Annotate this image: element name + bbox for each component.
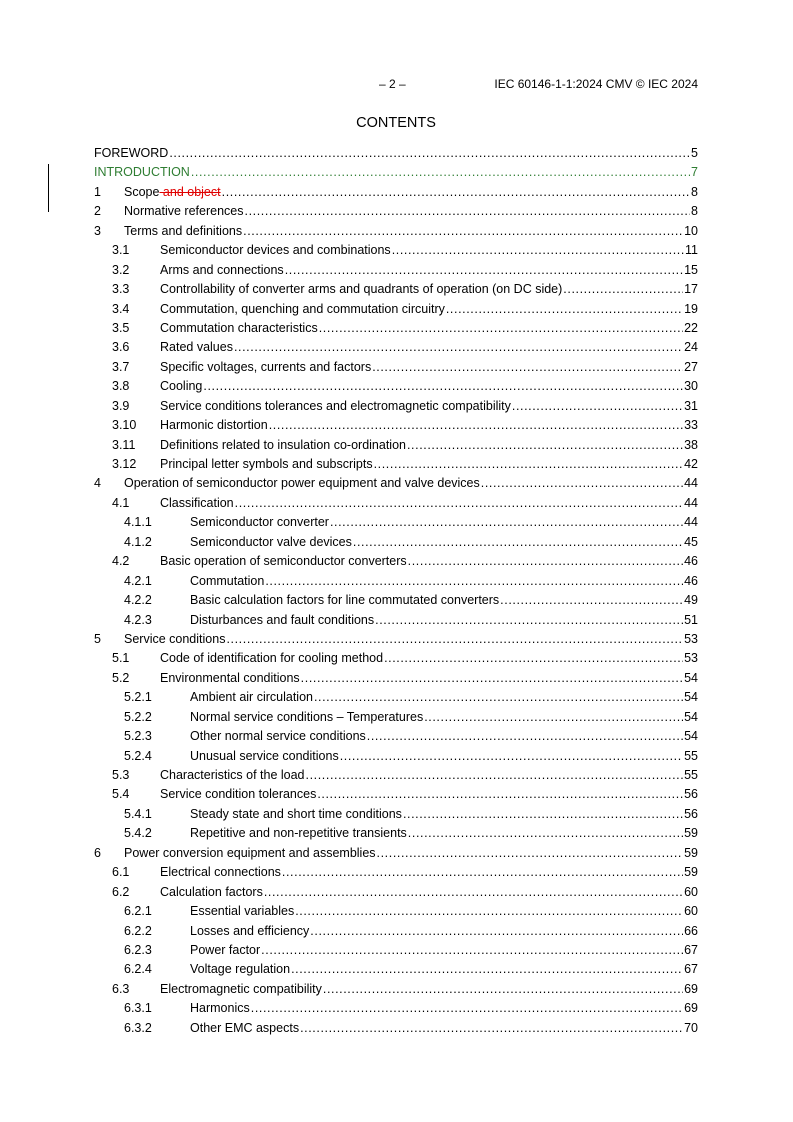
toc-entry[interactable] (94, 649, 698, 668)
toc-entry[interactable] (94, 163, 698, 182)
toc-entry-page: 38 (684, 437, 698, 452)
toc-entry[interactable] (94, 183, 698, 202)
toc-entry[interactable] (94, 980, 698, 999)
toc-entry-title (160, 416, 269, 435)
toc-entry[interactable] (94, 805, 698, 824)
toc-entry-title-text: Losses and efficiency (190, 923, 310, 938)
toc-entry-title-text: Steady state and short time conditions (190, 806, 402, 821)
toc-entry-title (160, 766, 306, 785)
toc-entry-page: 53 (684, 651, 698, 666)
toc-entry-page: 54 (684, 690, 698, 705)
toc-entry-page: 54 (684, 709, 698, 724)
dot-leader (264, 883, 683, 902)
toc-entry-number: 5.2 (112, 670, 130, 685)
toc-entry[interactable] (94, 241, 698, 260)
toc-entry-title (160, 863, 282, 882)
toc-entry-title (160, 980, 323, 999)
toc-entry[interactable] (94, 747, 698, 766)
toc-entry-number: 3.7 (112, 359, 130, 374)
dot-leader (340, 747, 683, 766)
toc-entry-page: 42 (684, 457, 698, 471)
toc-entry-title-text: Other normal service conditions (190, 729, 366, 744)
toc-entry-title-text: Calculation factors (160, 884, 263, 899)
toc-entry[interactable] (94, 922, 698, 941)
toc-entry-title (190, 513, 330, 532)
toc-entry[interactable] (94, 844, 698, 863)
toc-entry-page: 46 (684, 554, 698, 569)
toc-entry[interactable] (94, 727, 698, 746)
toc-entry-title-text: Electromagnetic compatibility (160, 981, 322, 996)
document-reference: IEC 60146-1-1:2024 CMV © IEC 2024 (494, 77, 698, 91)
toc-entry-title-text: Specific voltages, currents and factors (160, 359, 372, 374)
toc-entry-title-text: Service conditions tolerances and electromagnetic compatibility (160, 398, 511, 413)
toc-entry-number: 5.4.2 (124, 826, 152, 841)
toc-entry-number: 6.2.3 (124, 942, 152, 957)
toc-entry[interactable] (94, 824, 698, 843)
toc-entry-page: 59 (684, 845, 698, 860)
toc-entry-title-text: Classification (160, 495, 234, 510)
toc-entry-page: 67 (684, 962, 698, 977)
dot-leader (291, 960, 683, 979)
toc-entry-page: 53 (684, 631, 698, 646)
toc-entry-title-text: Power conversion equipment and assemblies (124, 845, 376, 860)
toc-entry[interactable] (94, 688, 698, 707)
toc-entry[interactable] (94, 902, 698, 921)
toc-entry-title-text: FOREWORD (94, 146, 169, 160)
toc-entry-number: 1 (94, 184, 101, 199)
toc-entry-page: 46 (684, 573, 698, 588)
toc-entry-page: 66 (684, 923, 698, 938)
dot-leader (203, 377, 683, 396)
toc-entry-title (160, 883, 264, 902)
toc-entry-title (124, 844, 377, 863)
toc-entry-number: 6.2 (112, 884, 130, 899)
toc-entry-page: 67 (684, 942, 698, 957)
toc-entry-page: 59 (684, 865, 698, 880)
toc-entry-number: 3.2 (112, 262, 130, 277)
toc-entry-page: 56 (684, 787, 698, 802)
toc-entry-page: 60 (684, 904, 698, 919)
toc-entry-page: 19 (684, 301, 698, 316)
dot-leader (285, 261, 683, 280)
toc-entry-title-text: Disturbances and fault conditions (190, 612, 375, 627)
toc-entry-number: 3.3 (112, 282, 130, 297)
toc-entry-number: 3.4 (112, 301, 130, 316)
toc-entry-title (190, 1019, 300, 1038)
dot-leader (563, 280, 683, 299)
toc-entry-title (94, 163, 191, 182)
dot-leader (512, 397, 683, 416)
toc-entry-number: 5.3 (112, 768, 130, 782)
toc-entry-title-text: Normal service conditions – Temperatures (190, 709, 424, 724)
toc-entry-title (160, 669, 301, 688)
toc-entry[interactable] (94, 941, 698, 960)
toc-entry-title (190, 747, 340, 766)
toc-entry-page: 30 (684, 379, 698, 394)
toc-entry-title-text: Semiconductor devices and combinations (160, 243, 391, 258)
toc-entry-title (124, 183, 222, 202)
toc-entry[interactable] (94, 338, 698, 357)
toc-entry-number: 5.2.4 (124, 748, 152, 763)
toc-entry-title (160, 397, 512, 416)
toc-entry-number: 5.2.3 (124, 729, 152, 744)
dot-leader (408, 552, 683, 571)
deleted-text: and object (159, 184, 221, 199)
toc-entry[interactable] (94, 377, 698, 396)
toc-entry[interactable] (94, 513, 698, 532)
dot-leader (314, 688, 683, 707)
toc-entry[interactable] (94, 960, 698, 979)
toc-entry[interactable] (94, 591, 698, 610)
dot-leader (310, 922, 683, 941)
dot-leader (251, 999, 683, 1018)
dot-leader (306, 766, 684, 785)
toc-entry-title-text: Environmental conditions (160, 670, 300, 685)
toc-entry-number: 6.2.2 (124, 923, 152, 938)
toc-entry-page: 17 (684, 282, 698, 297)
toc-entry[interactable] (94, 436, 698, 455)
dot-leader (261, 941, 683, 960)
toc-entry-title (160, 261, 285, 280)
toc-entry-number: 4.1.1 (124, 515, 152, 530)
toc-entry-title-text: Cooling (160, 379, 203, 394)
dot-leader (300, 1019, 683, 1038)
toc-entry-title (190, 805, 403, 824)
table-of-contents (94, 144, 698, 1038)
toc-entry-title (160, 785, 317, 804)
toc-entry-page: 5 (691, 146, 698, 160)
toc-entry[interactable] (94, 474, 698, 493)
toc-entry-title (190, 572, 265, 591)
toc-entry-title-text: Essential variables (190, 904, 295, 919)
toc-entry-number: 6 (94, 845, 101, 860)
toc-entry-title-text: Unusual service conditions (190, 748, 339, 763)
toc-entry-title-text: Harmonics (190, 1001, 250, 1016)
dot-leader (372, 358, 683, 377)
dot-leader (265, 572, 683, 591)
toc-entry-title (124, 474, 481, 493)
toc-entry-title (160, 649, 384, 668)
toc-entry[interactable] (94, 397, 698, 416)
toc-entry-number: 6.2.4 (124, 962, 152, 977)
toc-entry-title (190, 591, 500, 610)
toc-entry[interactable] (94, 785, 698, 804)
toc-entry-title (190, 688, 314, 707)
page-header (94, 76, 698, 92)
toc-entry-title (124, 630, 226, 649)
toc-entry[interactable] (94, 144, 698, 163)
toc-entry-page: 54 (684, 729, 698, 744)
dot-leader (403, 805, 683, 824)
toc-entry-page: 24 (684, 340, 698, 355)
toc-entry-number: 3 (94, 223, 101, 238)
toc-entry-page: 69 (684, 981, 698, 996)
toc-entry-title-text: Ambient air circulation (190, 690, 313, 705)
toc-entry-number: 3.6 (112, 340, 130, 355)
toc-entry[interactable] (94, 358, 698, 377)
dot-leader (319, 319, 683, 338)
toc-entry-number: 3.1 (112, 243, 130, 258)
toc-entry-title-text: Normative references (124, 204, 244, 219)
toc-entry[interactable] (94, 261, 698, 280)
dot-leader (295, 902, 683, 921)
dot-leader (226, 630, 683, 649)
toc-entry[interactable] (94, 999, 698, 1018)
toc-entry-title-text: Commutation, quenching and commutation circuitry (160, 301, 445, 316)
toc-entry-title-text: Characteristics of the load (160, 768, 305, 782)
toc-entry-title (160, 319, 319, 338)
toc-entry-title-text: Commutation (190, 573, 265, 588)
toc-entry-number: 4.2.2 (124, 593, 152, 608)
toc-entry-title-text: Definitions related to insulation co-ordination (160, 437, 406, 452)
toc-entry-page: 22 (684, 320, 698, 335)
dot-leader (169, 144, 690, 163)
toc-entry-title-text: INTRODUCTION (94, 165, 190, 180)
toc-entry-title (160, 455, 374, 474)
dot-leader (377, 844, 684, 863)
toc-entry-title (124, 222, 243, 241)
toc-entry-title (190, 824, 408, 843)
toc-entry-title-text: Electrical connections (160, 865, 281, 880)
dot-leader (374, 455, 684, 474)
toc-entry[interactable] (94, 416, 698, 435)
toc-entry-title (160, 552, 408, 571)
toc-entry-title (160, 338, 234, 357)
toc-entry-page: 60 (684, 884, 698, 899)
toc-entry-page: 54 (684, 670, 698, 685)
dot-leader (392, 241, 684, 260)
dot-leader (269, 416, 683, 435)
toc-entry-page: 27 (684, 359, 698, 374)
page-title: CONTENTS (356, 115, 436, 131)
toc-entry-number: 4.2.3 (124, 612, 152, 627)
toc-entry-title (190, 902, 295, 921)
toc-entry-number: 4.1.2 (124, 534, 152, 549)
toc-entry-title (190, 611, 375, 630)
toc-entry-page: 7 (691, 165, 698, 180)
dot-leader (407, 436, 683, 455)
toc-entry-page: 44 (684, 476, 698, 491)
toc-entry-title-text: Controllability of converter arms and quadrants of operation (on DC side) (160, 282, 563, 297)
dot-leader (424, 708, 683, 727)
dot-leader (408, 824, 683, 843)
toc-entry-title-text: Other EMC aspects (190, 1020, 300, 1035)
toc-entry-title (160, 241, 392, 260)
dot-leader (384, 649, 683, 668)
toc-entry-number: 6.3.2 (124, 1020, 152, 1035)
dot-leader (191, 163, 690, 182)
dot-leader (235, 494, 683, 513)
toc-entry-page: 11 (685, 243, 698, 258)
toc-entry-title-text: Commutation characteristics (160, 320, 318, 335)
dot-leader (353, 533, 683, 552)
toc-entry-title (160, 300, 446, 319)
toc-entry-page: 55 (684, 748, 698, 763)
toc-entry[interactable] (94, 883, 698, 902)
toc-entry-number: 3.9 (112, 398, 130, 413)
toc-entry-number: 2 (94, 204, 101, 219)
toc-entry-page: 45 (684, 534, 698, 549)
dot-leader (330, 513, 683, 532)
dot-leader (234, 338, 683, 357)
toc-entry-number: 6.1 (112, 865, 130, 880)
toc-entry-title (190, 922, 310, 941)
change-bar (48, 164, 49, 212)
toc-entry[interactable] (94, 300, 698, 319)
toc-entry-title (190, 999, 251, 1018)
page-number: – 2 – (379, 77, 406, 91)
toc-entry-title-text: Scope (124, 184, 160, 199)
toc-entry-page: 49 (684, 593, 698, 608)
dot-leader (301, 669, 683, 688)
toc-entry-title (190, 708, 424, 727)
toc-entry-title (160, 377, 203, 396)
toc-entry-page: 8 (691, 184, 698, 199)
toc-entry-title (160, 436, 407, 455)
toc-entry-number: 5.4.1 (124, 806, 152, 821)
toc-entry-title-text: Power factor (190, 942, 261, 957)
toc-entry[interactable] (94, 572, 698, 591)
toc-entry[interactable] (94, 319, 698, 338)
toc-entry[interactable] (94, 552, 698, 571)
toc-entry-title (190, 533, 353, 552)
toc-entry-title-text: Harmonic distortion (160, 418, 268, 433)
toc-entry-page: 33 (684, 418, 698, 433)
dot-leader (245, 202, 691, 221)
toc-entry-number: 5 (94, 631, 101, 646)
toc-entry-title (94, 144, 169, 163)
toc-entry-title-text: Code of identification for cooling method (160, 651, 384, 666)
toc-entry-title (190, 960, 291, 979)
toc-entry[interactable] (94, 863, 698, 882)
toc-entry-number: 3.10 (112, 418, 137, 433)
toc-entry[interactable] (94, 494, 698, 513)
toc-entry-title-text: Arms and connections (160, 262, 284, 277)
dot-leader (323, 980, 683, 999)
toc-entry[interactable] (94, 222, 698, 241)
toc-entry-page: 69 (684, 1001, 698, 1016)
dot-leader (481, 474, 683, 493)
dot-leader (282, 863, 683, 882)
toc-entry[interactable] (94, 202, 698, 221)
toc-entry-number: 3.5 (112, 320, 130, 335)
toc-entry-page: 44 (684, 515, 698, 530)
toc-entry-title-text: Operation of semiconductor power equipment and valve devices (124, 476, 480, 491)
dot-leader (317, 785, 683, 804)
toc-entry-title-text: Service condition tolerances (160, 787, 317, 802)
toc-entry-number: 6.3.1 (124, 1001, 152, 1016)
toc-entry-page: 70 (684, 1020, 698, 1035)
toc-entry-page: 8 (691, 204, 698, 219)
toc-entry[interactable] (94, 669, 698, 688)
toc-entry-title (124, 202, 245, 221)
toc-entry-title-text: Basic calculation factors for line commutated converters (190, 593, 500, 608)
toc-entry-title-text: Rated values (160, 340, 233, 355)
toc-entry-number: 4.1 (112, 495, 130, 510)
toc-entry-title (160, 358, 372, 377)
toc-entry-title (190, 941, 261, 960)
toc-entry[interactable] (94, 1019, 698, 1038)
toc-entry-title (190, 727, 367, 746)
toc-entry-number: 5.4 (112, 787, 130, 802)
toc-entry-number: 5.1 (112, 651, 130, 666)
toc-entry-page: 10 (684, 223, 698, 238)
toc-entry[interactable] (94, 611, 698, 630)
toc-entry-number: 6.3 (112, 981, 130, 996)
toc-entry-title-text: Principal letter symbols and subscripts (160, 457, 373, 471)
dot-leader (243, 222, 683, 241)
toc-entry-number: 4 (94, 476, 101, 491)
toc-entry-page: 15 (684, 262, 698, 277)
toc-entry-number: 3.11 (112, 437, 136, 452)
dot-leader (222, 183, 690, 202)
toc-entry[interactable] (94, 280, 698, 299)
toc-entry-page: 51 (684, 612, 698, 627)
dot-leader (375, 611, 683, 630)
toc-entry[interactable] (94, 630, 698, 649)
toc-entry-number: 3.12 (112, 457, 137, 471)
dot-leader (500, 591, 683, 610)
toc-entry-page: 55 (684, 768, 698, 782)
toc-entry-title-text: Service conditions (124, 631, 226, 646)
toc-entry-number: 5.2.1 (124, 690, 152, 705)
toc-entry[interactable] (94, 455, 698, 474)
toc-entry-number: 3.8 (112, 379, 130, 394)
toc-entry-title-text: Repetitive and non-repetitive transients (190, 826, 407, 841)
dot-leader (446, 300, 683, 319)
toc-entry-page: 56 (684, 806, 698, 821)
toc-entry-page: 59 (684, 826, 698, 841)
toc-entry-title-text: Voltage regulation (190, 962, 291, 977)
toc-entry-number: 4.2 (112, 554, 130, 569)
toc-entry[interactable] (94, 533, 698, 552)
dot-leader (367, 727, 683, 746)
toc-entry[interactable] (94, 766, 698, 785)
toc-entry-page: 44 (684, 495, 698, 510)
toc-entry-title-text: Basic operation of semiconductor converters (160, 554, 407, 569)
toc-entry-title (160, 494, 235, 513)
toc-entry[interactable] (94, 708, 698, 727)
toc-entry-title-text: Semiconductor converter (190, 515, 329, 530)
toc-entry-number: 6.2.1 (124, 904, 152, 919)
toc-entry-title-text: Terms and definitions (124, 223, 243, 238)
toc-entry-title (160, 280, 563, 299)
toc-entry-number: 4.2.1 (124, 573, 152, 588)
toc-entry-page: 31 (684, 398, 698, 413)
toc-entry-number: 5.2.2 (124, 709, 152, 724)
toc-entry-title-text: Semiconductor valve devices (190, 534, 352, 549)
